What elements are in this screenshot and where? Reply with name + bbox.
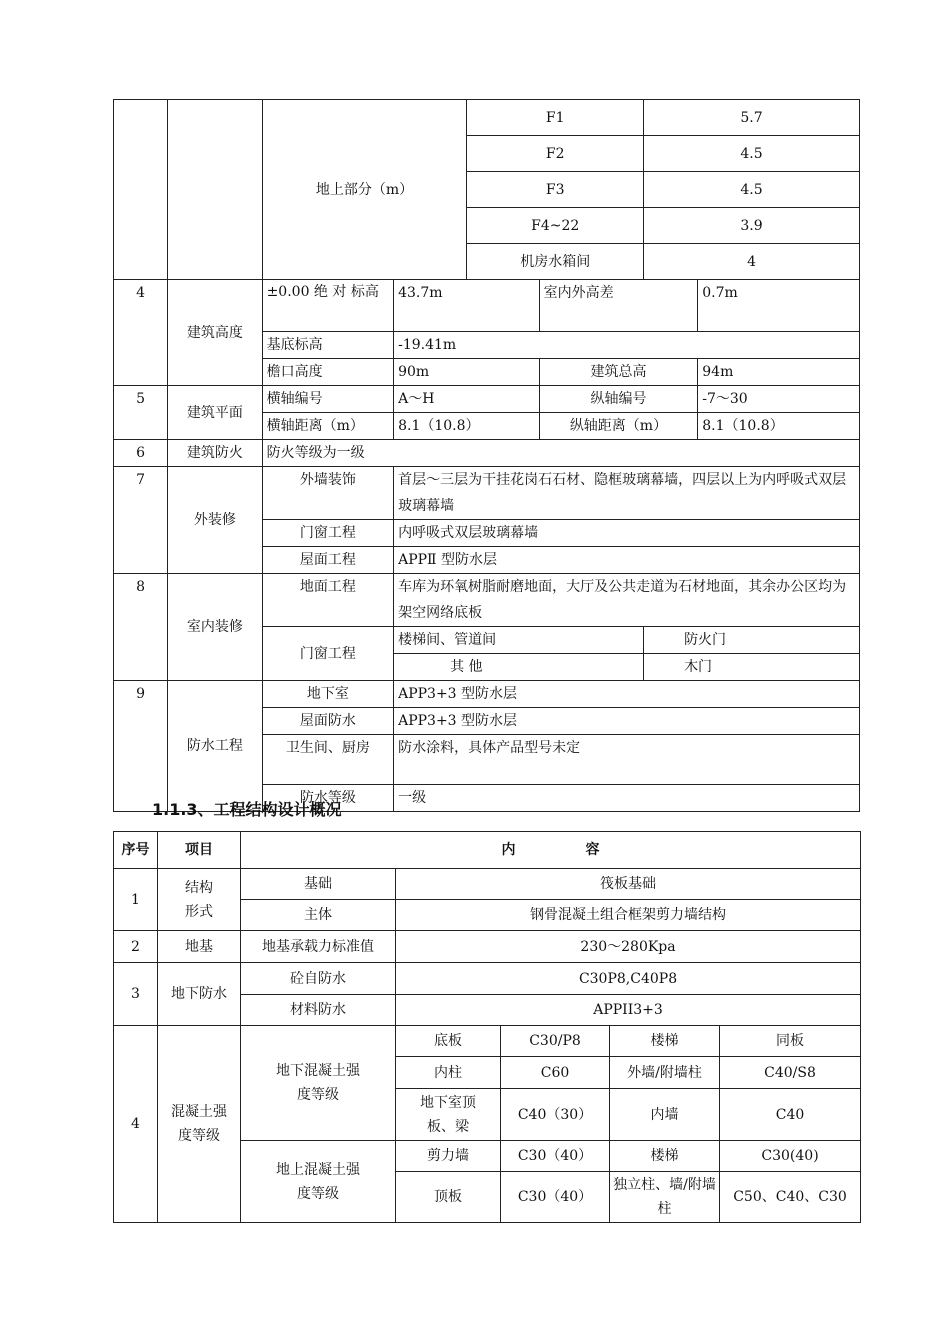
grade-cell: 楼梯 [610,1026,720,1057]
grade-cell: C30（40） [501,1141,610,1172]
row-item: 室内装修 [168,574,262,681]
main-structure-value: 钢骨混凝土组合框架剪力墙结构 [396,900,861,931]
wp-wc-value: 防水涂料，具体产品型号未定 [394,735,860,785]
material-waterproof-label: 材料防水 [241,995,396,1026]
row-item: 混凝土强度等级 [158,1026,241,1223]
ext-door-value: 内呼吸式双层玻璃幕墙 [394,520,860,547]
grade-cell: C40（30） [501,1089,610,1141]
row-number: 4 [114,280,168,386]
cell-blank-item [168,100,262,280]
row-number: 4 [114,1026,158,1223]
eave-height-value: 90m [394,359,540,386]
floor-height: 4.5 [644,136,860,172]
height-diff-value: 0.7m [698,280,860,332]
int-door-b-value: 木门 [644,654,860,681]
grade-cell: 楼梯 [610,1141,720,1172]
grade-cell: 外墙/附墙柱 [610,1057,720,1089]
h-axis-value: A～H [394,386,540,413]
floor-height: 3.9 [644,208,860,244]
eave-height-label: 檐口高度 [262,359,394,386]
floor-name: F2 [467,136,644,172]
h-dist-label: 横轴距离（m） [262,413,394,440]
wp-basement-value: APP3+3 型防水层 [394,681,860,708]
grade-cell: 内墙 [610,1089,720,1141]
foundation-value: 筏板基础 [396,869,861,900]
grade-cell: 地下室顶板、梁 [396,1089,501,1141]
grade-cell: C40 [720,1089,861,1141]
cell-blank-no [114,100,168,280]
base-elevation-value: -19.41m [394,332,860,359]
row-number: 6 [114,440,168,467]
floor-name: F4~22 [467,208,644,244]
floor-height: 4 [644,244,860,280]
row-item: 外装修 [168,467,262,574]
row-number: 3 [114,963,158,1026]
row-item: 建筑平面 [168,386,262,440]
below-grade-label: 地下混凝土强度等级 [241,1026,396,1141]
above-grade-label: 地上混凝土强度等级 [241,1141,396,1223]
floor-height: 4.5 [644,172,860,208]
h-axis-label: 横轴编号 [262,386,394,413]
self-waterproof-label: 砼自防水 [241,963,396,995]
ext-wall-value: 首层～三层为干挂花岗石石材、隐框玻璃幕墙，四层以上为内呼吸式双层玻璃幕墙 [394,467,860,520]
grade-cell: 同板 [720,1026,861,1057]
wp-grade-label: 防水等级 [262,785,394,812]
abs-elevation-value: 43.7m [394,280,540,332]
grade-cell: 剪力墙 [396,1141,501,1172]
row-item: 建筑高度 [168,280,262,386]
v-dist-label: 纵轴距离（m） [539,413,698,440]
header-no: 序号 [114,832,158,869]
wp-grade-value: 一级 [394,785,860,812]
grade-cell: 顶板 [396,1172,501,1223]
v-axis-label: 纵轴编号 [539,386,698,413]
v-dist-value: 8.1（10.8） [698,413,860,440]
fire-rating-value: 防火等级为一级 [262,440,859,467]
wp-roof-label: 屋面防水 [262,708,394,735]
grade-cell: C60 [501,1057,610,1089]
header-content: 内 容 [241,832,861,869]
building-overview-table [113,99,860,812]
int-door-label: 门窗工程 [262,627,394,681]
ext-wall-label: 外墙装饰 [262,467,394,520]
wp-basement-label: 地下室 [262,681,394,708]
int-door-b-label: 其 他 [394,654,644,681]
grade-cell: C50、C40、C30 [720,1172,861,1223]
grade-cell: C30/P8 [501,1026,610,1057]
grade-cell: C30（40） [501,1172,610,1223]
grade-cell: C40/S8 [720,1057,861,1089]
int-floor-label: 地面工程 [262,574,394,627]
bearing-capacity-label: 地基承载力标准值 [241,931,396,963]
total-height-label: 建筑总高 [539,359,698,386]
grade-cell: 内柱 [396,1057,501,1089]
ext-roof-label: 屋面工程 [262,547,394,574]
base-elevation-label: 基底标高 [262,332,394,359]
row-number: 5 [114,386,168,440]
int-floor-value: 车库为环氧树脂耐磨地面，大厅及公共走道为石材地面，其余办公区均为架空网络底板 [394,574,860,627]
grade-cell: 独立柱、墙/附墙柱 [610,1172,720,1223]
row-item: 地下防水 [158,963,241,1026]
floor-height: 5.7 [644,100,860,136]
floor-name: F3 [467,172,644,208]
row-item: 地基 [158,931,241,963]
row-number: 8 [114,574,168,681]
row-number: 9 [114,681,168,812]
row-item: 结构形式 [158,869,241,931]
row-number: 7 [114,467,168,574]
material-waterproof-value: APPII3+3 [396,995,861,1026]
ext-roof-value: APPⅡ 型防水层 [394,547,860,574]
main-structure-label: 主体 [241,900,396,931]
foundation-label: 基础 [241,869,396,900]
above-ground-label: 地上部分（m） [262,100,467,280]
int-door-a-value: 防火门 [644,627,860,654]
floor-name: 机房水箱间 [467,244,644,280]
floor-name: F1 [467,100,644,136]
height-diff-label: 室内外高差 [539,280,698,332]
ext-door-label: 门窗工程 [262,520,394,547]
int-door-a-label: 楼梯间、管道间 [394,627,644,654]
section-title: 1.1.3、工程结构设计概况 [152,800,342,819]
header-item: 项目 [158,832,241,869]
abs-elevation-label: ±0.00 绝 对 标高 [262,280,394,332]
row-item: 防水工程 [168,681,262,812]
grade-cell: C30(40) [720,1141,861,1172]
row-number: 2 [114,931,158,963]
row-number: 1 [114,869,158,931]
grade-cell: 底板 [396,1026,501,1057]
h-dist-value: 8.1（10.8） [394,413,540,440]
structure-design-table [113,831,861,1223]
v-axis-value: -7～30 [698,386,860,413]
total-height-value: 94m [698,359,860,386]
bearing-capacity-value: 230～280Kpa [396,931,861,963]
wp-roof-value: APP3+3 型防水层 [394,708,860,735]
self-waterproof-value: C30P8,C40P8 [396,963,861,995]
wp-wc-label: 卫生间、厨房 [262,735,394,785]
row-item: 建筑防火 [168,440,262,467]
